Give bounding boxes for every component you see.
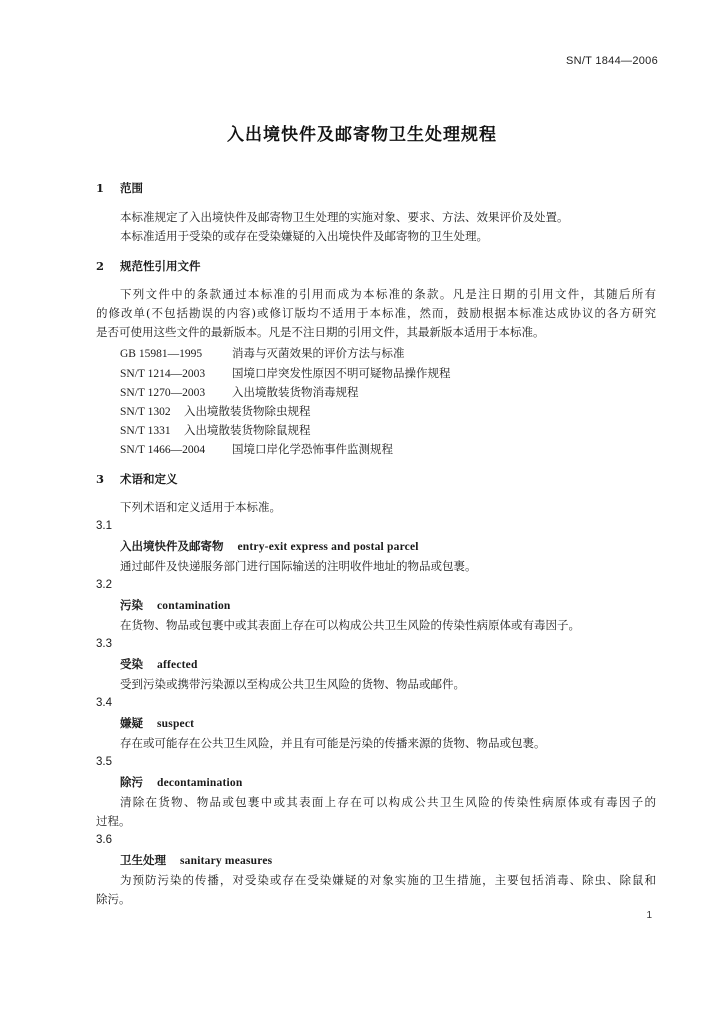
term-heading [120, 775, 242, 790]
term-chinese: 入出境快件及邮寄物 [120, 539, 224, 553]
term-number: 3.1 [96, 520, 112, 532]
term-definition: 受到污染或携带污染源以至构成公共卫生风险的货物、物品或邮件。 [120, 677, 465, 691]
section-number: 2 [96, 259, 105, 273]
reference-item [120, 385, 359, 400]
section-heading-scope [96, 181, 143, 195]
term-english: sanitary measures [180, 855, 273, 867]
reference-code: GB 15981—1995 [120, 348, 203, 360]
reference-item [120, 366, 451, 381]
reference-title: 入出境散装货物除虫规程 [184, 404, 311, 418]
term-chinese: 污染 [120, 598, 143, 612]
term-english: suspect [157, 718, 195, 730]
document-title: 入出境快件及邮寄物卫生处理规程 [227, 125, 497, 145]
term-chinese: 除污 [120, 775, 143, 789]
term-heading [120, 539, 419, 554]
section-number: 3 [96, 472, 105, 486]
page-number: 1 [646, 910, 652, 921]
reference-item [120, 404, 311, 419]
section-title: 范围 [120, 181, 143, 195]
term-heading [120, 716, 194, 731]
section-heading-terms-and-definitions [96, 472, 178, 486]
term-english: affected [157, 659, 198, 671]
term-number: 3.5 [96, 756, 112, 768]
term-number: 3.6 [96, 834, 112, 846]
term-definition: 通过邮件及快递服务部门进行国际输送的注明收件地址的物品或包裹。 [120, 559, 477, 573]
section-number: 1 [96, 181, 105, 195]
term-english: decontamination [157, 777, 243, 789]
reference-title: 入出境散装货物除鼠规程 [184, 423, 311, 437]
term-english: entry-exit express and postal parcel [237, 541, 419, 553]
reference-item [120, 442, 393, 457]
term-definition-line: 为预防污染的传播，对受染或存在受染嫌疑的对象实施的卫生措施，主要包括消毒、除虫、除鼠和 [120, 873, 656, 887]
term-number: 3.4 [96, 697, 112, 709]
standard-code: SN/T 1844—2006 [565, 55, 658, 67]
term-heading [120, 598, 231, 613]
reference-title: 入出境散装货物消毒规程 [232, 385, 359, 399]
term-definition: 在货物、物品或包裹中或其表面上存在可以构成公共卫生风险的传染性病原体或有毒因子。 [120, 618, 580, 632]
paragraph: 本标准适用于受染的或存在受染嫌疑的入出境快件及邮寄物的卫生处理。 [120, 229, 488, 243]
paragraph-line: 下列文件中的条款通过本标准的引用而成为本标准的条款。凡是注日期的引用文件，其随后所有 [120, 287, 656, 301]
reference-item [120, 346, 405, 361]
section-title: 术语和定义 [120, 472, 178, 486]
term-definition-line: 除污。 [96, 892, 131, 906]
term-chinese: 嫌疑 [120, 716, 143, 730]
term-definition: 存在或可能存在公共卫生风险，并且有可能是污染的传播来源的货物、物品或包裹。 [120, 736, 546, 750]
reference-code: SN/T 1331 [120, 425, 171, 437]
reference-code: SN/T 1214—2003 [120, 368, 206, 380]
term-chinese: 卫生处理 [120, 853, 166, 867]
paragraph-line: 的修改单(不包括勘误的内容)或修订版均不适用于本标准，然而，鼓励根据本标准达成协议的各方研究 [96, 306, 656, 320]
section-title: 规范性引用文件 [120, 259, 201, 273]
term-definition-line: 清除在货物、物品或包裹中或其表面上存在可以构成公共卫生风险的传染性病原体或有毒因子的 [120, 795, 656, 809]
term-number: 3.2 [96, 579, 112, 591]
term-number: 3.3 [96, 638, 112, 650]
reference-code: SN/T 1466—2004 [120, 444, 206, 456]
term-heading [120, 657, 198, 672]
reference-title: 国境口岸突发性原因不明可疑物品操作规程 [232, 366, 451, 380]
term-english: contamination [157, 600, 231, 612]
term-chinese: 受染 [120, 657, 143, 671]
section-heading-normative-references [96, 259, 201, 273]
reference-title: 消毒与灭菌效果的评价方法与标准 [232, 346, 405, 360]
term-heading [120, 853, 272, 868]
paragraph: 下列术语和定义适用于本标准。 [120, 500, 281, 514]
paragraph-line: 是否可使用这些文件的最新版本。凡是不注日期的引用文件，其最新版本适用于本标准。 [96, 325, 545, 339]
reference-code: SN/T 1270—2003 [120, 387, 206, 399]
reference-item [120, 423, 311, 438]
paragraph: 本标准规定了入出境快件及邮寄物卫生处理的实施对象、要求、方法、效果评价及处置。 [120, 210, 569, 224]
reference-code: SN/T 1302 [120, 406, 171, 418]
term-definition-line: 过程。 [96, 814, 131, 828]
reference-title: 国境口岸化学恐怖事件监测规程 [232, 442, 393, 456]
